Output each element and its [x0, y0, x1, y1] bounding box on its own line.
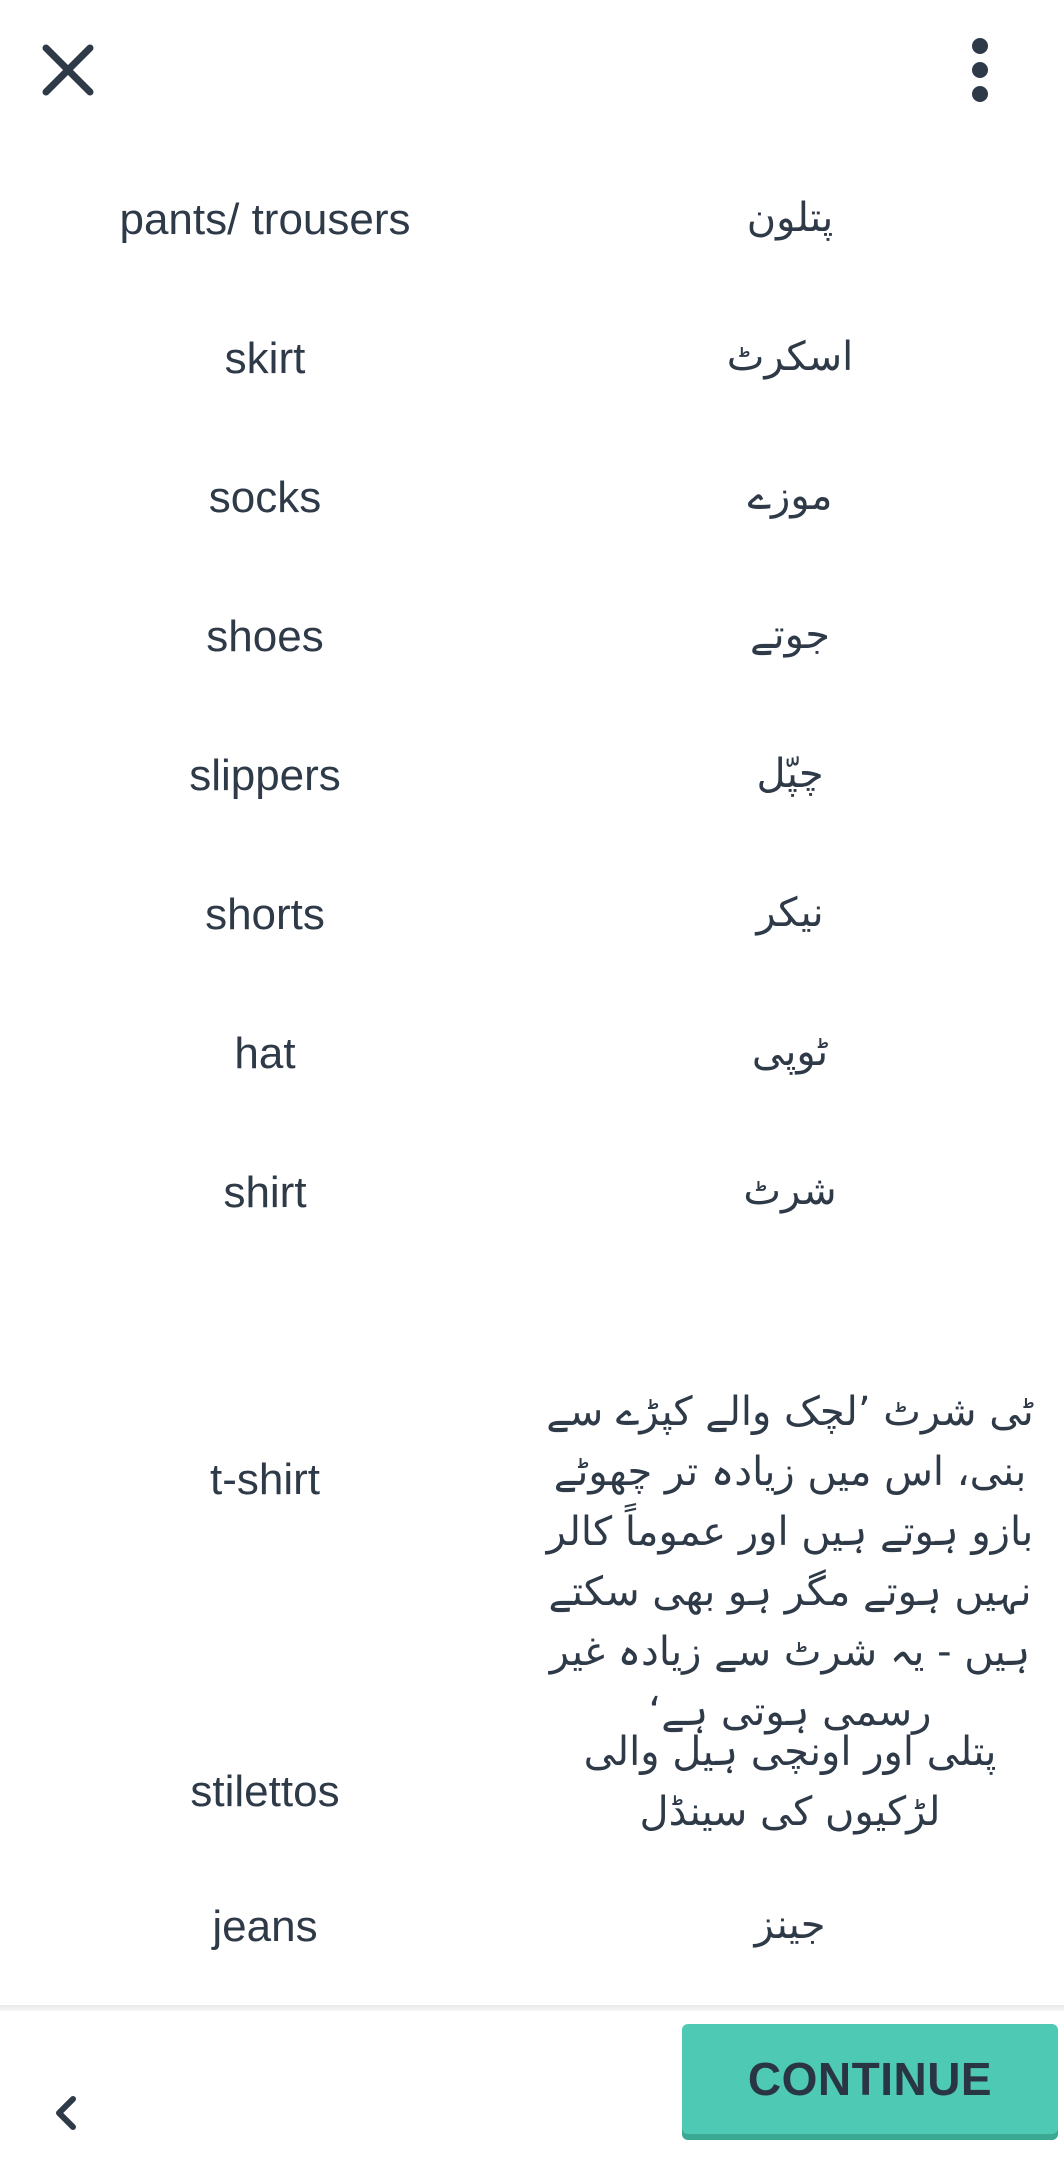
vocab-english: socks	[208, 473, 322, 522]
vocab-urdu: ٹی شرٹ ’لچک والے کپڑے سے بنی، اس میں زیادہ تر چھوٹے بازو ہوتے ہیں اور عموماً کالر نہیں ہوتے مگر ہو بھی سکتے ہیں - یہ شرٹ سے زیادہ غیر رسمی ہوتی ہے‘	[546, 1389, 1034, 1735]
vocab-urdu: شرٹ	[743, 1168, 837, 1214]
vocab-urdu: نیکر	[756, 890, 824, 936]
vocab-english: shorts	[205, 890, 325, 939]
vocab-urdu: جینز	[754, 1902, 826, 1948]
vocab-english: skirt	[224, 334, 306, 383]
vocab-english: t-shirt	[210, 1455, 320, 1504]
vocab-row	[0, 845, 1064, 984]
vocab-urdu: موزے	[747, 473, 833, 519]
back-button[interactable]	[36, 2083, 96, 2143]
vocab-row	[0, 1702, 1064, 1857]
vocab-urdu: پتلون	[746, 195, 834, 241]
vocab-urdu: چپّل	[756, 751, 824, 797]
vocab-row	[0, 150, 1064, 289]
vocab-english: hat	[234, 1029, 296, 1078]
vocab-english: shoes	[206, 612, 324, 661]
vocab-english: stilettos	[190, 1767, 340, 1816]
vocab-urdu: پتلی اور اونچی ہیل والی لڑکیوں کی سینڈل	[583, 1729, 997, 1835]
more-vertical-icon	[968, 37, 992, 103]
vocab-row	[0, 428, 1064, 567]
vocab-row	[0, 706, 1064, 845]
vocab-english: shirt	[223, 1168, 307, 1217]
vocab-row	[0, 567, 1064, 706]
vocab-english: pants/ trousers	[119, 195, 411, 244]
chevron-left-icon	[51, 2093, 81, 2133]
footer-bar	[0, 2011, 1064, 2184]
vocab-row	[0, 1857, 1064, 1996]
close-button[interactable]	[28, 26, 108, 114]
vocab-row	[0, 1262, 1064, 1735]
vocab-row	[0, 289, 1064, 428]
vocab-row	[0, 1123, 1064, 1262]
vocab-urdu: جوتے	[750, 612, 830, 658]
vocab-urdu: ٹوپی	[751, 1029, 829, 1075]
top-bar	[0, 0, 1064, 150]
vocabulary-list	[0, 150, 1064, 2005]
continue-button[interactable]: CONTINUE	[682, 2024, 1058, 2134]
vocab-row	[0, 984, 1064, 1123]
more-options-button[interactable]	[950, 30, 1010, 110]
vocab-urdu: اسکرٹ	[726, 334, 854, 380]
close-icon	[38, 40, 98, 100]
vocab-english: jeans	[212, 1902, 318, 1951]
vocab-english: slippers	[189, 751, 341, 800]
